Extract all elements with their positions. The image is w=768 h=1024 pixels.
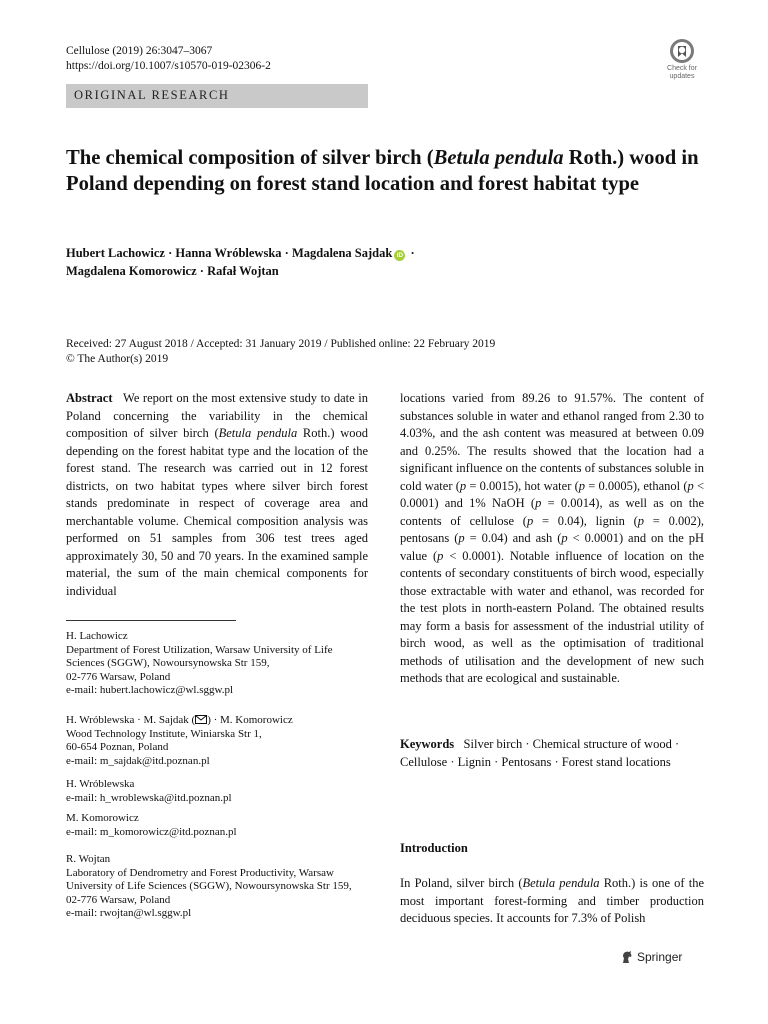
publication-dates — [66, 337, 706, 367]
keywords-heading: Keywords — [400, 737, 455, 751]
doi-link[interactable]: https://doi.org/10.1007/s10570-019-02306-2 — [66, 60, 271, 72]
keywords — [400, 736, 704, 771]
author-list — [66, 244, 706, 280]
email-link[interactable]: e-mail: hubert.lachowicz@wl.sggw.pl — [66, 684, 234, 696]
affiliation-3: H. Wróblewska e-mail: h_wroblewska@itd.poznan.pl — [66, 778, 368, 805]
affiliation-2: H. Wróblewska · M. Sajdak ( ) · M. Komorowicz Wood Technology Institute, Winiarska Str 1, 60-654 Poznan, Poland e-mail: m_sajdak@itd.poznan.pl — [66, 714, 368, 768]
introduction-heading: Introduction — [400, 841, 468, 855]
introduction-text: In Poland, silver birch (Betula pendula Roth.) is one of the most important forest-forming and timber production deciduous species. It accounts for 7.3% of Polish — [400, 876, 704, 925]
journal-citation: Cellulose (2019) 26:3047–3067 — [66, 45, 213, 57]
keywords-list: Silver birch · Chemical structure of wood · Cellulose · Lignin · Pentosans · Forest stand locations — [400, 737, 680, 769]
crossmark-badge[interactable] — [661, 38, 703, 82]
journal-header — [66, 44, 271, 74]
envelope-icon — [195, 715, 207, 724]
publisher-logo — [620, 950, 682, 964]
crossmark-icon — [669, 38, 695, 64]
article-type-banner — [66, 84, 368, 108]
article-type: ORIGINAL RESEARCH — [74, 88, 230, 102]
crossmark-label-2: updates — [669, 73, 695, 80]
orcid-icon[interactable]: iD — [394, 250, 405, 261]
abstract-right: locations varied from 89.26 to 91.57%. The content of substances soluble in water and ethanol ranged from 2.30 to 4.03%, and the ash content was measured at between 0.09 and 0.25%. The results showed that the location had a significant influence on the contents of substances soluble in cold water (p = 0.0015), hot water (p = 0.0005), ethanol (p < 0.0001) and 1% NaOH (p = 0.0014), as well as on the contents of cellulose (p = 0.04), lignin (p = 0.002), pentosans (p = 0.04) and ash (p < 0.0001) and on the pH value (p < 0.0001). Notable influence of location on the contents of secondary constituents of birch wood, especially those extractable with water and ethanol, was recorded for the test plots in north-eastern Poland. The obtained results may form a basis for assessment of the industrial utility of birch wood, as well as the optimisation of traditional methods of utilisation and the development of new such methods that are ecological and sustainable. — [400, 391, 705, 685]
authors-line-2: Magdalena Komorowicz · Rafał Wojtan — [66, 264, 279, 278]
received-accepted-line: Received: 27 August 2018 / Accepted: 31 January 2019 / Published online: 22 February 2019 — [66, 338, 496, 350]
affiliation-1: H. Lachowicz Department of Forest Utilization, Warsaw University of Life Sciences (SGGW), Nowoursynowska Str 159, 02-776 Warsaw, Poland e-mail: hubert.lachowicz@wl.sggw.pl — [66, 630, 368, 698]
article-title: The chemical composition of silver birch (Betula pendula Roth.) wood in Poland depending on forest stand location and forest habitat type — [66, 147, 699, 195]
email-link[interactable]: e-mail: m_komorowicz@itd.poznan.pl — [66, 825, 237, 838]
abstract-left: Abstract We report on the most extensive study to date in Poland concerning the variability in the chemical composition of silver birch (Betula pendula Roth.) wood depending on the forest habitat type and the location of the forest stand. The research was carried out in 12 forest districts, on two habitat types where silver birch forest stands predominate in respect of coverage area and merchantable volume. Chemical composition analysis was performed on 51 samples from 306 test trees aged approximately 30, 50 and 70 years. In the examined sample material, the sum of the main chemical components for individual — [66, 391, 369, 598]
springer-horse-icon — [620, 950, 634, 964]
authors-line-1: Hubert Lachowicz · Hanna Wróblewska · Magdalena Sajdak iD · — [66, 246, 415, 260]
email-link[interactable]: e-mail: h_wroblewska@itd.poznan.pl — [66, 791, 232, 804]
affiliation-4: M. Komorowicz e-mail: m_komorowicz@itd.poznan.pl — [66, 812, 368, 839]
affiliation-5: R. Wojtan Laboratory of Dendrometry and Forest Productivity, Warsaw University of Life Sciences (SGGW), Nowoursynowska Str 159, 02-776 Warsaw, Poland e-mail: rwojtan@wl.sggw.pl — [66, 853, 368, 921]
abstract-heading: Abstract — [66, 391, 113, 405]
footnote-separator — [66, 620, 236, 621]
email-link[interactable]: e-mail: rwojtan@wl.sggw.pl — [66, 907, 192, 919]
crossmark-label-1: Check for — [667, 65, 697, 72]
email-link[interactable]: e-mail: m_sajdak@itd.poznan.pl — [66, 754, 210, 767]
publisher-name: Springer — [637, 950, 683, 964]
copyright-line: © The Author(s) 2019 — [66, 353, 169, 365]
